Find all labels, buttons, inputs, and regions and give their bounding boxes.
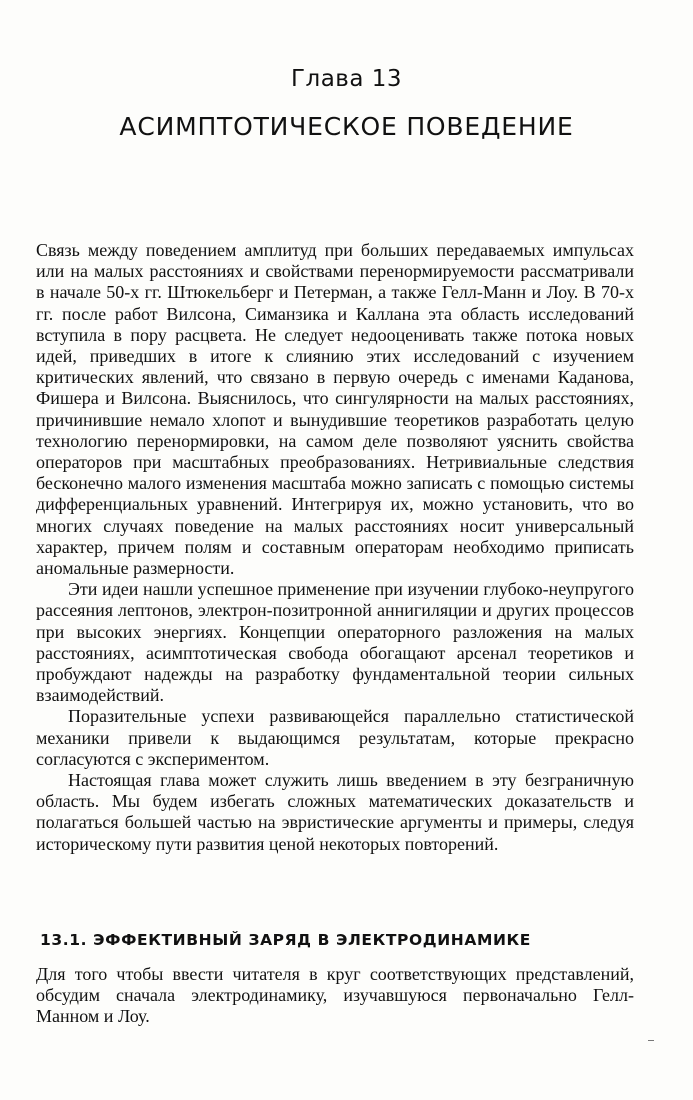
section-heading: 13.1. ЭФФЕКТИВНЫЙ ЗАРЯД В ЭЛЕКТРОДИНАМИКЕ	[40, 931, 531, 949]
print-mark	[648, 1040, 654, 1041]
intro-paragraph-4: Настоящая глава может служить лишь введением в эту безграничную область. Мы будем избегать сложных математических доказательств и полагаться большей частью на эвристические аргументы и примеры, следуя историческому пути развития ценой некоторых повторений.	[36, 770, 634, 854]
intro-paragraph-2: Эти идеи нашли успешное применение при изучении глубоко-неупругого рассеяния лептонов, электрон-позитронной аннигиляции и других процессов при высоких энергиях. Концепции операторного разложения на малых расстояниях, асимптотическая свобода обогащают арсенал теоретиков и пробуждают надежды на разработку фундаментальной теории сильных взаимодействий.	[36, 579, 634, 706]
intro-paragraph-3: Поразительные успехи развивающейся параллельно статистической механики привели к выдающимся результатам, которые прекрасно согласуются с экспериментом.	[36, 706, 634, 769]
section-paragraph-1: Для того чтобы ввести читателя в круг соответствующих представлений, обсудим сначала электродинамику, изучавшуюся первоначально Гелл-Манном и Лоу.	[36, 964, 634, 1027]
chapter-title: АСИМПТОТИЧЕСКОЕ ПОВЕДЕНИЕ	[119, 112, 574, 141]
intro-text	[36, 240, 634, 855]
intro-paragraph-1: Связь между поведением амплитуд при больших передаваемых импульсах или на малых расстояниях и свойствами перенормируемости рассматривали в начале 50-х гг. Штюкельберг и Петерман, а также Гелл-Манн и Лоу. В 70-х гг. после работ Вилсона, Симанзика и Каллана эта область исследований вступила в пору расцвета. Не следует недооценивать также потока новых идей, приведших в итоге к слиянию этих исследований с изучением критических явлений, что связано в первую очередь с именами Каданова, Фишера и Вилсона. Выяснилось, что сингулярности на малых расстояниях, причинившие немало хлопот и вынудившие теоретиков разработать целую технологию перенормировки, на самом деле позволяют уяснить свойства операторов при масштабных преобразованиях. Нетривиальные следствия бесконечно малого изменения масштаба можно записать с помощью системы дифференциальных уравнений. Интегрируя их, можно установить, что во многих случаях поведение на малых расстояниях носит универсальный характер, причем полям и составным операторам необходимо приписать аномальные размерности.	[36, 240, 634, 579]
section-text	[36, 964, 634, 1028]
chapter-label: Глава 13	[290, 66, 403, 92]
